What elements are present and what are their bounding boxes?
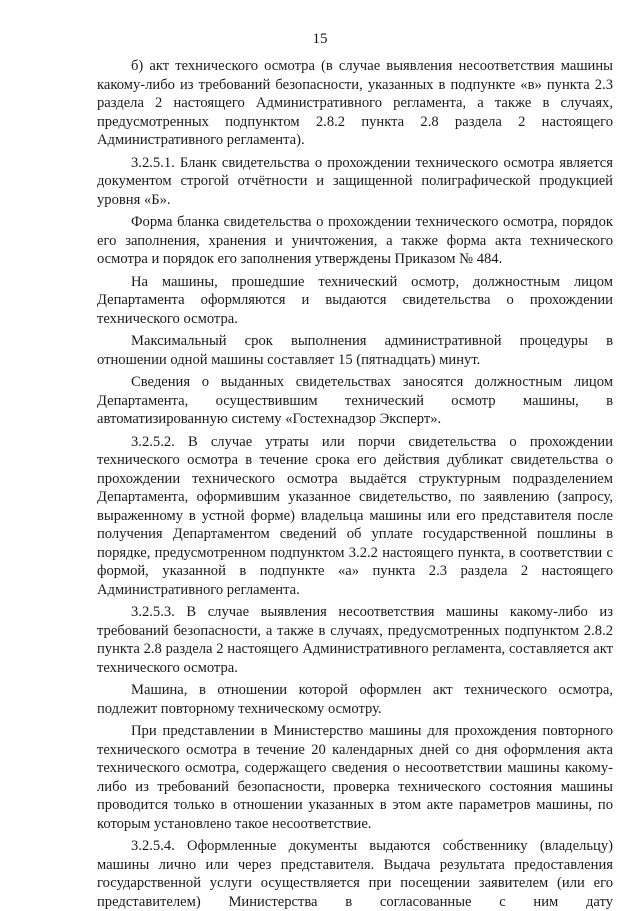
document-body xyxy=(97,57,613,911)
paragraph-3-2-5-2: 3.2.5.2. В случае утраты или порчи свидетельства о прохождении технического осмотра в течение срока его действия дубликат свидетельства о прохождении технического осмотра выдаётся структурным подразделением Департамента, оформившим указанное свидетельство, по заявлению (запросу, выраженному в устной форме) владельца машины или его представителя после получения Департаментом сведений об уплате государственной пошлины в порядке, предусмотренном подпунктом 3.2.2 настоящего пункта, в соответствии с формой, указанной в подпункте «а» пункта 2.3 раздела 2 настоящего Административного регламента. xyxy=(97,433,613,598)
paragraph-act-clause-b: б) акт технического осмотра (в случае выявления несоответствия машины какому-либо из требований безопасности, указанных в подпункте «в» пункта 2.3 раздела 2 настоящего Административного регламента, а также в случаях, предусмотренных подпунктом 2.8.2 пункта 2.8 раздела 2 настоящего Административного регламента). xyxy=(97,58,613,148)
paragraph-certificate-issuance: На машины, прошедшие технический осмотр, должностным лицом Департамента оформляются и выдаются свидетельства о прохождении технического осмотра. xyxy=(97,273,613,327)
paragraph-max-duration: Максимальный срок выполнения административной процедуры в отношении одной машины составляет 15 (пятнадцать) минут. xyxy=(97,333,613,368)
paragraph-blank-form: Форма бланка свидетельства о прохождении технического осмотра, порядок его заполнения, хранения и уничтожения, а также форма акта технического осмотра и порядок его заполнения утверждены Приказом № 484. xyxy=(97,214,613,267)
paragraph-repeat-within-20-days: При представлении в Министерство машины для прохождения повторного технического осмотра в течение 20 календарных дней со дня оформления акта технического осмотра, содержащего сведения о несоответствии машины какому-либо из требований безопасности, проверка технического состояния машины проводится только в отношении указанных в этом акте параметров машины, по которым установлено такое несоответствие. xyxy=(97,723,613,832)
page-number: 15 xyxy=(312,31,328,47)
paragraph-repeat-inspection: Машина, в отношении которой оформлен акт технического осмотра, подлежит повторному техническому осмотру. xyxy=(97,682,613,717)
paragraph-records-system: Сведения о выданных свидетельствах заносятся должностным лицом Департамента, осуществившим технический осмотр машины, в автоматизированную систему «Гостехнадзор Эксперт». xyxy=(97,374,613,427)
paragraph-3-2-5-4: 3.2.5.4. Оформленные документы выдаются собственнику (владельцу) машины лично или через представителя. Выдача результата предоставления государственной услуги осуществляется при посещении заявителем (или его представителем) Министерства в согласованные с ним дату xyxy=(97,838,613,910)
paragraph-3-2-5-1: 3.2.5.1. Бланк свидетельства о прохождении технического осмотра является документом строгой отчётности и защищенной полиграфической продукцией уровня «Б». xyxy=(97,154,613,208)
paragraph-3-2-5-3: 3.2.5.3. В случае выявления несоответствия машины какому-либо из требований безопасности, а также в случаях, предусмотренных подпунктом 2.8.2 пункта 2.8 раздела 2 настоящего Административного регламента, составляется акт технического осмотра. xyxy=(97,604,613,676)
